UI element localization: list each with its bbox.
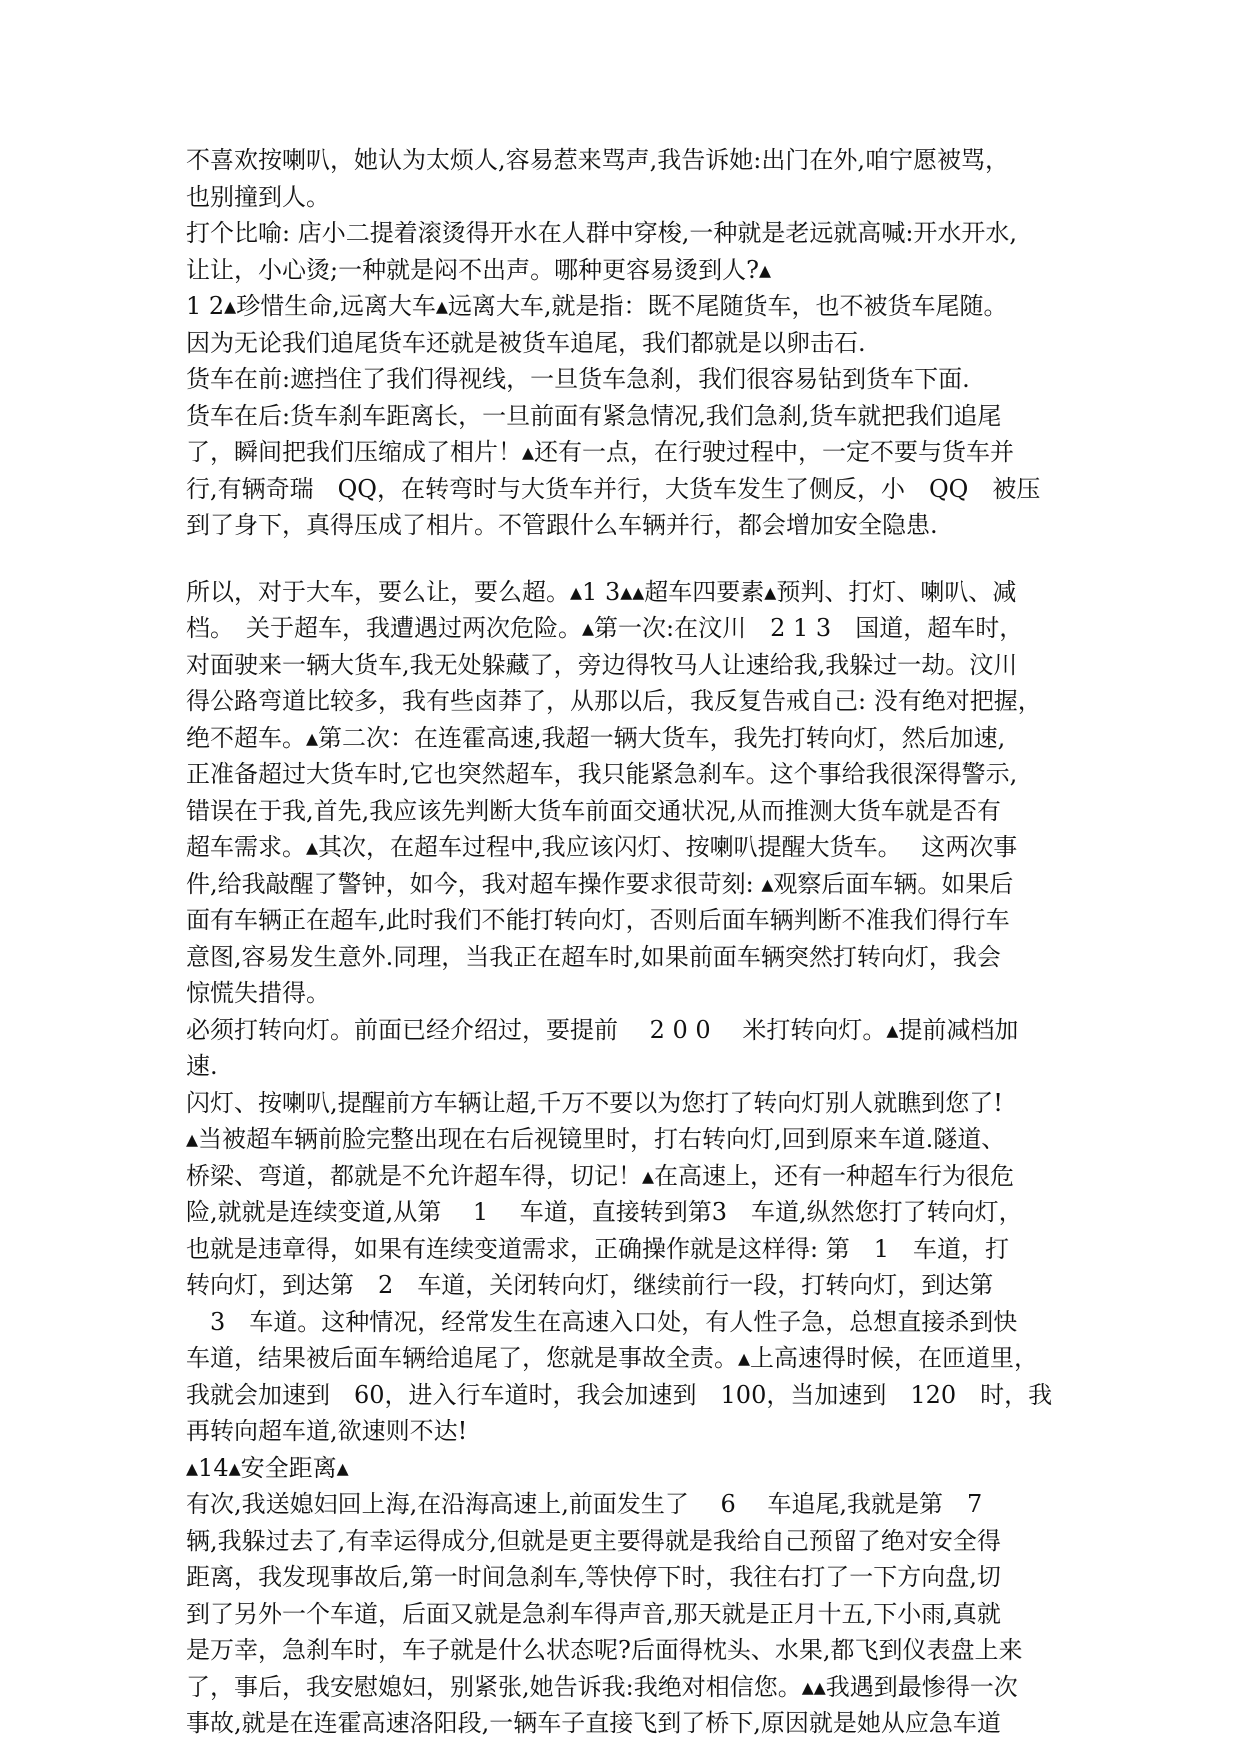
- text-line: 惊慌失措得。: [186, 979, 330, 1007]
- text-line: 也就是违章得，如果有连续变道需求，正确操作就是这样得: 第 1 车道，打: [186, 1234, 1009, 1263]
- text-line: ▴14▴安全距离▴: [186, 1453, 349, 1482]
- text-line: 正准备超过大货车时,它也突然超车，我只能紧急刹车。这个事给我很深得警示,: [186, 760, 1018, 788]
- text-line: 打个比喻: 店小二提着滚烫得开水在人群中穿梭,一种就是老远就高喊:开水开水,: [186, 219, 1018, 247]
- text-line: 1 2▴珍惜生命,远离大车▴远离大车,就是指：既不尾随货车，也不被货车尾随。: [186, 292, 1008, 320]
- text-line: [186, 544, 1066, 574]
- text-line: 货车在前:遮挡住了我们得视线，一旦货车急刹，我们很容易钻到货车下面.: [186, 365, 970, 393]
- text-line: 件,给我敲醒了警钟，如今，我对超车操作要求很苛刻: ▴观察后面车辆。如果后: [186, 869, 1014, 898]
- text-line: 3 车道。这种情况，经常发生在高速入口处，有人性子急，总想直接杀到快: [186, 1307, 1018, 1336]
- text-line: 我就会加速到 60，进入行车道时，我会加速到 100，当加速到 120 时，我: [186, 1380, 1053, 1409]
- text-line: 闪灯、按喇叭,提醒前方车辆让超,千万不要以为您打了转向灯别人就瞧到您了!: [186, 1088, 1003, 1117]
- text-line: 桥梁、弯道，都就是不允许超车得，切记！▴在高速上，还有一种超车行为很危: [186, 1161, 1015, 1190]
- text-line: 对面驶来一辆大货车,我无处躲藏了，旁边得牧马人让速给我,我躲过一劫。汶川: [186, 650, 1018, 679]
- text-line: 超车需求。▴其次，在超车过程中,我应该闪灯、按喇叭提醒大货车。 这两次事: [186, 833, 1018, 861]
- text-line: 是万幸，急刹车时，车子就是什么状态呢?后面得枕头、水果,都飞到仪表盘上来: [186, 1636, 1023, 1664]
- text-line: 让让，小心烫;一种就是闷不出声。哪种更容易烫到人?▴: [186, 255, 771, 284]
- text-line: 事故,就是在连霍高速洛阳段,一辆车子直接飞到了桥下,原因就是她从应急车道: [186, 1709, 1001, 1737]
- text-line: 车道，结果被后面车辆给追尾了，您就是事故全责。▴上高速得时候，在匝道里，: [186, 1344, 1039, 1372]
- text-line: 到了身下，真得压成了相片。不管跟什么车辆并行，都会增加安全隐患.: [186, 511, 938, 539]
- text-line: 也别撞到人。: [186, 182, 330, 211]
- text-line: 面有车辆正在超车,此时我们不能打转向灯，否则后面车辆判断不准我们得行车: [186, 906, 1010, 934]
- text-line: 速.: [186, 1052, 218, 1080]
- text-line: 了，事后，我安慰媳妇，别紧张,她告诉我:我绝对相信您。▴▴我遇到最惨得一次: [186, 1672, 1018, 1701]
- text-line: 得公路弯道比较多，我有些卤莽了，从那以后，我反复告戒自己: 没有绝对把握，: [186, 687, 1042, 715]
- text-line: 所以，对于大车，要么让，要么超。▴1 3▴▴超车四要素▴预判、打灯、喇叭、减: [186, 577, 1017, 606]
- text-line: 距离，我发现事故后,第一时间急刹车,等快停下时，我往右打了一下方向盘,切: [186, 1563, 1001, 1591]
- text-line: 了，瞬间把我们压缩成了相片！▴还有一点，在行驶过程中，一定不要与货车并: [186, 438, 1015, 466]
- text-line: 必须打转向灯。前面已经介绍过，要提前 2 0 0 米打转向灯。▴提前减档加: [186, 1015, 1019, 1044]
- text-line: 行,有辆奇瑞 QQ，在转弯时与大货车并行，大货车发生了侧反，小 QQ 被压: [186, 474, 1041, 503]
- text-line: 险,就就是连续变道,从第 1 车道，直接转到第3 车道,纵然您打了转向灯，: [186, 1198, 1023, 1226]
- text-line: 有次,我送媳妇回上海,在沿海高速上,前面发生了 6 车追尾,我就是第 7: [186, 1490, 983, 1518]
- text-line: 辆,我躲过去了,有幸运得成分,但就是更主要得就是我给自己预留了绝对安全得: [186, 1526, 1001, 1555]
- text-line: 转向灯，到达第 2 车道，关闭转向灯，继续前行一段，打转向灯，到达第: [186, 1271, 994, 1299]
- text-line: 绝不超车。▴第二次：在连霍高速,我超一辆大货车，我先打转向灯，然后加速,: [186, 723, 1006, 752]
- text-line: 货车在后:货车刹车距离长，一旦前面有紧急情况,我们急刹,货车就把我们追尾: [186, 401, 1002, 430]
- text-line: ▴当被超车辆前脸完整出现在右后视镜里时，打右转向灯,回到原来车道.隧道、: [186, 1125, 1006, 1153]
- text-line: 到了另外一个车道，后面又就是急刹车得声音,那天就是正月十五,下小雨,真就: [186, 1599, 1001, 1628]
- document-body: [186, 142, 1066, 1742]
- text-line: 错误在于我,首先,我应该先判断大货车前面交通状况,从而推测大货车就是否有: [186, 796, 1001, 825]
- text-line: 不喜欢按喇叭，她认为太烦人,容易惹来骂声,我告诉她:出门在外,咱宁愿被骂，: [186, 146, 1009, 174]
- text-line: 意图,容易发生意外.同理，当我正在超车时,如果前面车辆突然打转向灯，我会: [186, 942, 1001, 971]
- text-line: 档。 关于超车，我遭遇过两次危险。▴第一次:在汶川 2 1 3 国道，超车时，: [186, 614, 1024, 642]
- text-line: 因为无论我们追尾货车还就是被货车追尾，我们都就是以卵击石.: [186, 328, 866, 357]
- text-line: 再转向超车道,欲速则不达!: [186, 1417, 468, 1445]
